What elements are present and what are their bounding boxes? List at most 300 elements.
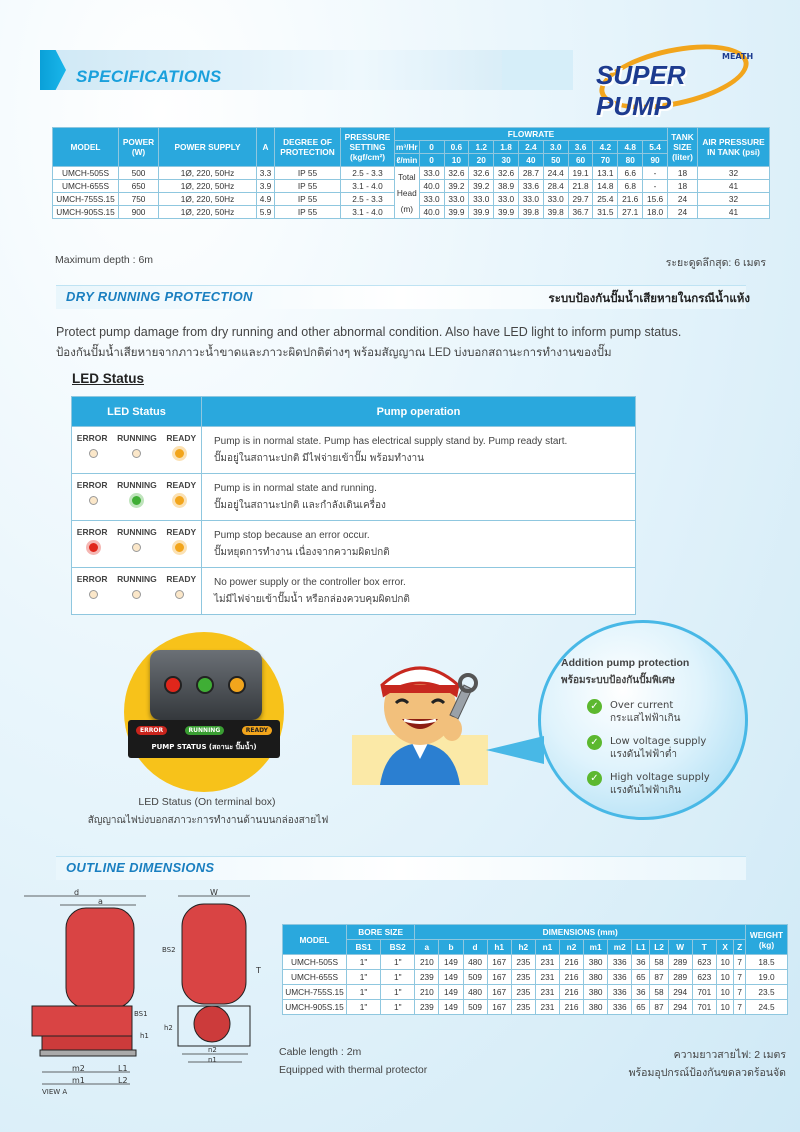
dim-col: L2: [650, 940, 668, 955]
flow-cell: 13.1: [593, 167, 618, 180]
dim-cell: 7: [734, 1000, 746, 1015]
spec-cell-air: 41: [698, 180, 770, 193]
lmin-header: 70: [593, 154, 618, 167]
dim-col-dims: DIMENSIONS (mm): [415, 925, 746, 940]
dim-col: W: [668, 940, 692, 955]
dim-col-model: MODEL: [283, 925, 347, 955]
dim-label-h2: h2: [164, 1024, 173, 1032]
dim-cell: 294: [668, 985, 692, 1000]
pump-side-drawing: [12, 886, 152, 1118]
off-led-icon: [89, 449, 98, 458]
dim-col: a: [415, 940, 439, 955]
green-led-icon: [196, 676, 214, 694]
flow-cell: 32.6: [469, 167, 494, 180]
spec-table: [52, 127, 770, 219]
dim-cell: 149: [439, 1000, 463, 1015]
dim-cell: 65: [632, 970, 650, 985]
spec-cell-supply: 1Ø, 220, 50Hz: [159, 167, 257, 180]
flow-cell: 19.1: [568, 167, 593, 180]
flow-cell: 33.0: [444, 193, 469, 206]
section-title-outline: OUTLINE DIMENSIONS: [66, 860, 215, 875]
flow-cell: 32.6: [444, 167, 469, 180]
dim-row: [283, 970, 788, 985]
dim-label-w: W: [210, 888, 218, 897]
dim-cell: 1": [347, 970, 381, 985]
lmin-header: 90: [643, 154, 668, 167]
spec-cell-power: 900: [119, 206, 159, 219]
max-depth: Maximum depth : 6m: [55, 254, 154, 266]
spec-row: [53, 167, 770, 180]
dim-cell: 623: [692, 955, 716, 970]
dim-cell-model: UMCH-905S.15: [283, 1000, 347, 1015]
green-led-icon: [132, 496, 141, 505]
dim-cell-model: UMCH-655S: [283, 970, 347, 985]
spec-cell-model: UMCH-755S.15: [53, 193, 119, 206]
dim-cell: 235: [511, 955, 535, 970]
logo-text: SUPER PUMP: [596, 60, 686, 121]
m3-header: 2.4: [518, 141, 543, 154]
off-led-icon: [175, 590, 184, 599]
dim-col-weight: WEIGHT (kg): [746, 925, 788, 955]
spec-cell-air: 32: [698, 193, 770, 206]
led-col-operation: Pump operation: [202, 397, 636, 427]
spec-cell-tank: 18: [668, 180, 698, 193]
orange-led-icon: [175, 449, 184, 458]
dim-label-view-a: VIEW A: [42, 1088, 68, 1096]
dim-cell: 7: [734, 985, 746, 1000]
flow-cell: 39.9: [494, 206, 519, 219]
spec-cell-tank: 18: [668, 167, 698, 180]
dim-cell-weight: 23.5: [746, 985, 788, 1000]
dim-label-l2: L2: [118, 1076, 128, 1085]
red-led-icon: [89, 543, 98, 552]
flow-cell: 33.0: [494, 193, 519, 206]
led-label: RUNNING: [117, 574, 157, 584]
lmin-header: 80: [618, 154, 643, 167]
col-flowrate: FLOWRATE: [395, 128, 668, 141]
box-caption-th: สัญญาณไฟบ่งบอกสภาวะการทำงานด้านบนกล่องสายไฟ: [87, 815, 329, 826]
orange-led-icon: [175, 543, 184, 552]
spec-cell-a: 5.9: [257, 206, 275, 219]
dim-cell: 36: [632, 985, 650, 1000]
dry-text-en: Protect pump damage from dry running and other abnormal condition. Also have LED light to inform pump status.: [56, 325, 682, 339]
dim-label-m2: m2: [72, 1064, 85, 1073]
protection-item-en: Over current: [610, 700, 674, 711]
flow-cell: 24.4: [543, 167, 568, 180]
dry-text-th: ป้องกันปั๊มน้ำเสียหายจากภาวะน้ำขาดและภาวะผิดปกติต่างๆ พร้อมสัญญาณ LED บ่งบอกสถานะการทำงานของปั๊ม: [56, 347, 612, 359]
dim-col: m2: [608, 940, 632, 955]
thermal-protector-th: พร้อมอุปกรณ์ป้องกันขดลวดร้อนจัด: [628, 1067, 786, 1079]
dim-cell: 231: [535, 1000, 559, 1015]
lmin-label: ℓ/min: [396, 155, 418, 165]
protection-item: [587, 699, 710, 725]
dim-label-n1: n1: [208, 1056, 217, 1064]
flow-cell: 39.2: [469, 180, 494, 193]
protection-item-en: High voltage supply: [610, 772, 710, 783]
dim-cell: 701: [692, 985, 716, 1000]
spec-cell-a: 4.9: [257, 193, 275, 206]
led-table: [71, 396, 636, 615]
flow-cell: 18.0: [643, 206, 668, 219]
box-status-label: PUMP STATUS (สถานะ ปั๊มน้ำ): [151, 743, 257, 751]
arrow-icon: [40, 50, 66, 90]
spec-cell-air: 32: [698, 167, 770, 180]
lmin-header: 60: [568, 154, 593, 167]
led-row: [72, 521, 636, 568]
box-label-ready: READY: [242, 726, 272, 735]
lmin-header: 20: [469, 154, 494, 167]
led-indicators: [72, 521, 202, 568]
check-icon: ✓: [587, 735, 602, 750]
m3-header: 3.6: [568, 141, 593, 154]
led-label: RUNNING: [117, 527, 157, 537]
spec-cell-power: 750: [119, 193, 159, 206]
dim-cell: 210: [415, 985, 439, 1000]
dim-cell: 7: [734, 955, 746, 970]
m3-header: 0: [419, 141, 444, 154]
led-label: RUNNING: [117, 433, 157, 443]
dim-cell: 480: [463, 985, 487, 1000]
protection-item-th: กระแสไฟฟ้าเกิน: [610, 713, 681, 724]
box-label-error: ERROR: [136, 726, 167, 735]
check-icon: ✓: [587, 771, 602, 786]
dim-cell: 167: [487, 985, 511, 1000]
flow-cell: 39.8: [543, 206, 568, 219]
led-desc-en: Pump is in normal state. Pump has electrical supply stand by. Pump ready start.: [214, 436, 568, 447]
led-label: RUNNING: [117, 480, 157, 490]
dim-cell: 167: [487, 955, 511, 970]
dim-label-d: d: [74, 888, 80, 897]
dim-row: [283, 955, 788, 970]
total-head-label: Total Head (m): [395, 167, 420, 219]
dimension-table: [282, 924, 788, 1015]
led-status-heading: LED Status: [72, 371, 145, 386]
dim-label-l1: L1: [118, 1064, 128, 1073]
orange-led-icon: [228, 676, 246, 694]
section-title-dry-running: DRY RUNNING PROTECTION: [66, 289, 253, 304]
flow-cell: 36.7: [568, 206, 593, 219]
led-description: [202, 521, 636, 568]
super-pump-logo: [588, 42, 758, 121]
off-led-icon: [89, 496, 98, 505]
col-tank: TANK SIZE (liter): [668, 128, 698, 167]
dim-cell: 10: [716, 955, 734, 970]
m3-header: 1.8: [494, 141, 519, 154]
dim-cell: 336: [608, 1000, 632, 1015]
spec-cell-model: UMCH-905S.15: [53, 206, 119, 219]
dim-cell: 336: [608, 955, 632, 970]
spec-cell-a: 3.9: [257, 180, 275, 193]
dim-cell: 235: [511, 970, 535, 985]
dim-cell-model: UMCH-755S.15: [283, 985, 347, 1000]
dim-cell: 1": [381, 985, 415, 1000]
box-label-running: RUNNING: [185, 726, 225, 735]
dim-cell: 480: [463, 955, 487, 970]
dim-cell: 1": [381, 955, 415, 970]
dim-cell: 623: [692, 970, 716, 985]
flow-cell: 39.9: [444, 206, 469, 219]
flow-cell: 33.0: [419, 167, 444, 180]
dim-cell: 294: [668, 1000, 692, 1015]
led-label: ERROR: [76, 480, 108, 490]
off-led-icon: [89, 590, 98, 599]
dim-cell: 36: [632, 955, 650, 970]
dim-cell-model: UMCH-505S: [283, 955, 347, 970]
dim-col: n2: [559, 940, 583, 955]
spec-cell-ip: IP 55: [275, 206, 341, 219]
protection-item-th: แรงดันไฟฟ้าต่ำ: [610, 749, 677, 760]
dim-label-n2: n2: [208, 1046, 217, 1054]
spec-cell-p: 2.5 - 3.3: [341, 193, 395, 206]
flow-cell: 32.6: [494, 167, 519, 180]
dim-cell: 87: [650, 1000, 668, 1015]
flow-cell: 39.8: [518, 206, 543, 219]
led-desc-th: ปั๊มอยู่ในสถานะปกติ และกำลังเดินเครื่อง: [214, 500, 386, 511]
dim-col-bore: BORE SIZE: [347, 925, 415, 940]
dim-col: X: [716, 940, 734, 955]
flow-cell: 33.0: [469, 193, 494, 206]
col-supply: POWER SUPPLY: [159, 128, 257, 167]
red-led-icon: [164, 676, 182, 694]
pump-front-drawing: [160, 886, 272, 1066]
dim-label-a: a: [98, 897, 103, 906]
dim-label-m1: m1: [72, 1076, 85, 1085]
thermal-protector: Equipped with thermal protector: [279, 1064, 428, 1076]
off-led-icon: [132, 543, 141, 552]
dim-cell: 289: [668, 970, 692, 985]
spec-cell-supply: 1Ø, 220, 50Hz: [159, 180, 257, 193]
dim-col: h2: [511, 940, 535, 955]
dim-cell: 87: [650, 970, 668, 985]
dim-col: BS2: [381, 940, 415, 955]
orange-led-icon: [175, 496, 184, 505]
spec-cell-supply: 1Ø, 220, 50Hz: [159, 206, 257, 219]
led-description: [202, 568, 636, 615]
led-col-status: LED Status: [72, 397, 202, 427]
led-desc-en: No power supply or the controller box error.: [214, 577, 406, 588]
led-desc-th: ปั๊มอยู่ในสถานะปกติ มีไฟจ่ายเข้าปั๊ม พร้อมทำงาน: [214, 453, 424, 464]
flow-cell: 27.1: [618, 206, 643, 219]
dim-cell: 7: [734, 970, 746, 985]
led-indicators: [72, 427, 202, 474]
flow-cell: 33.6: [518, 180, 543, 193]
spec-cell-tank: 24: [668, 193, 698, 206]
dim-cell: 167: [487, 1000, 511, 1015]
flow-cell: 25.4: [593, 193, 618, 206]
dim-cell: 1": [347, 1000, 381, 1015]
protection-item-en: Low voltage supply: [610, 736, 707, 747]
spec-cell-supply: 1Ø, 220, 50Hz: [159, 193, 257, 206]
protection-item: [587, 771, 710, 797]
flow-cell: 33.0: [518, 193, 543, 206]
led-description: [202, 427, 636, 474]
spec-cell-power: 650: [119, 180, 159, 193]
m3hr-label: m³/Hr: [396, 142, 418, 152]
dim-cell: 58: [650, 955, 668, 970]
box-caption-en: LED Status (On terminal box): [138, 796, 276, 808]
led-desc-th: ปั๊มหยุดการทำงาน เนื่องจากความผิดปกติ: [214, 547, 390, 558]
lmin-header: 30: [494, 154, 519, 167]
led-label: ERROR: [76, 574, 108, 584]
led-indicators: [72, 568, 202, 615]
dim-cell: 167: [487, 970, 511, 985]
protection-item-th: แรงดันไฟฟ้าเกิน: [610, 785, 682, 796]
m3-header: 1.2: [469, 141, 494, 154]
flow-cell: 6.8: [618, 180, 643, 193]
dim-label-bs2: BS2: [162, 946, 176, 954]
col-a: A: [257, 128, 275, 167]
led-label: READY: [166, 527, 197, 537]
lmin-header: 0: [419, 154, 444, 167]
cable-length-th: ความยาวสายไฟ: 2 เมตร: [673, 1049, 786, 1061]
dim-cell: 216: [559, 985, 583, 1000]
dim-col: Z: [734, 940, 746, 955]
dim-col: L1: [632, 940, 650, 955]
flow-cell: 29.7: [568, 193, 593, 206]
m3-header: 4.8: [618, 141, 643, 154]
section-title-dry-running-th: ระบบป้องกันปั๊มน้ำเสียหายในกรณีน้ำแห้ง: [548, 291, 750, 305]
dim-row: [283, 985, 788, 1000]
led-label: READY: [166, 480, 197, 490]
led-label: READY: [166, 574, 197, 584]
dim-cell: 149: [439, 955, 463, 970]
dim-cell: 1": [381, 970, 415, 985]
dim-cell: 380: [584, 955, 608, 970]
dim-cell: 239: [415, 1000, 439, 1015]
dim-cell: 58: [650, 985, 668, 1000]
lmin-header: 40: [518, 154, 543, 167]
spec-cell-tank: 24: [668, 206, 698, 219]
flow-cell: 28.7: [518, 167, 543, 180]
bubble-title: Addition pump protection: [561, 657, 690, 669]
led-row: [72, 427, 636, 474]
led-row: [72, 568, 636, 615]
dim-col: h1: [487, 940, 511, 955]
dim-cell: 1": [381, 1000, 415, 1015]
dim-cell: 336: [608, 985, 632, 1000]
flow-cell: 21.8: [568, 180, 593, 193]
spec-cell-p: 2.5 - 3.3: [341, 167, 395, 180]
flow-cell: 38.9: [494, 180, 519, 193]
off-led-icon: [132, 449, 141, 458]
flow-cell: 31.5: [593, 206, 618, 219]
flow-cell: 40.0: [419, 206, 444, 219]
flow-cell: 39.2: [444, 180, 469, 193]
lmin-header: 50: [543, 154, 568, 167]
dim-cell: 1": [347, 985, 381, 1000]
spec-cell-p: 3.1 - 4.0: [341, 180, 395, 193]
dim-cell: 231: [535, 955, 559, 970]
flow-cell: 40.0: [419, 180, 444, 193]
dim-label-bs1: BS1: [134, 1010, 148, 1018]
lmin-header: 10: [444, 154, 469, 167]
cable-length: Cable length : 2m: [279, 1046, 362, 1058]
protection-bubble: [538, 620, 748, 820]
dim-cell: 380: [584, 970, 608, 985]
col-power: POWER (W): [119, 128, 159, 167]
dim-cell: 380: [584, 985, 608, 1000]
flow-cell: 33.0: [419, 193, 444, 206]
flow-cell: 21.6: [618, 193, 643, 206]
led-desc-en: Pump is in normal state and running.: [214, 483, 377, 494]
terminal-box-illustration: [124, 632, 284, 792]
dim-cell: 509: [463, 1000, 487, 1015]
section-title-specifications: SPECIFICATIONS: [76, 67, 222, 86]
led-description: [202, 474, 636, 521]
flow-cell: 15.6: [643, 193, 668, 206]
header-block: [502, 50, 573, 90]
flow-cell: 39.9: [469, 206, 494, 219]
led-label: ERROR: [76, 527, 108, 537]
dim-col: n1: [535, 940, 559, 955]
dim-cell: 336: [608, 970, 632, 985]
m3-header: 3.0: [543, 141, 568, 154]
dim-cell: 210: [415, 955, 439, 970]
dim-col: T: [692, 940, 716, 955]
flow-cell: -: [643, 180, 668, 193]
col-model: MODEL: [53, 128, 119, 167]
led-indicators: [72, 474, 202, 521]
spec-cell-model: UMCH-505S: [53, 167, 119, 180]
dim-cell: 216: [559, 955, 583, 970]
spec-cell-model: UMCH-655S: [53, 180, 119, 193]
dim-cell-weight: 19.0: [746, 970, 788, 985]
dim-col: d: [463, 940, 487, 955]
flow-cell: 28.4: [543, 180, 568, 193]
led-label: ERROR: [76, 433, 108, 443]
spec-cell-power: 500: [119, 167, 159, 180]
dim-col: BS1: [347, 940, 381, 955]
m3-header: 4.2: [593, 141, 618, 154]
spec-cell-p: 3.1 - 4.0: [341, 206, 395, 219]
max-depth-th: ระยะดูดลึกสุด: 6 เมตร: [665, 257, 766, 269]
dim-col: m1: [584, 940, 608, 955]
spec-cell-ip: IP 55: [275, 193, 341, 206]
dim-cell: 216: [559, 970, 583, 985]
m3-header: 0.6: [444, 141, 469, 154]
flow-cell: 6.6: [618, 167, 643, 180]
bubble-title-th: พร้อมระบบป้องกันปั๊มพิเศษ: [561, 675, 676, 686]
led-label: READY: [166, 433, 197, 443]
flow-cell: -: [643, 167, 668, 180]
dim-cell: 149: [439, 970, 463, 985]
logo-sub: MEATH: [722, 52, 754, 61]
protection-item: [587, 735, 710, 761]
led-desc-th: ไม่มีไฟจ่ายเข้าปั๊มน้ำ หรือกล่องควบคุมผิดปกติ: [214, 594, 410, 605]
dim-col: b: [439, 940, 463, 955]
dim-cell: 10: [716, 970, 734, 985]
dim-cell: 1": [347, 955, 381, 970]
spec-cell-ip: IP 55: [275, 180, 341, 193]
m3-header: 5.4: [643, 141, 668, 154]
dim-label-t: T: [256, 966, 261, 975]
led-desc-en: Pump stop because an error occur.: [214, 530, 370, 541]
dim-cell: 239: [415, 970, 439, 985]
dim-cell: 235: [511, 985, 535, 1000]
dim-cell: 289: [668, 955, 692, 970]
dim-cell: 509: [463, 970, 487, 985]
col-degree: DEGREE OF PROTECTION: [275, 128, 341, 167]
led-row: [72, 474, 636, 521]
dim-cell: 231: [535, 970, 559, 985]
dim-cell: 235: [511, 1000, 535, 1015]
col-air: AIR PRESSURE IN TANK (psi): [698, 128, 770, 167]
col-pressure: PRESSURE SETTING (kgf/cm²): [341, 128, 395, 167]
dim-cell: 65: [632, 1000, 650, 1015]
dim-cell: 149: [439, 985, 463, 1000]
spec-cell-ip: IP 55: [275, 167, 341, 180]
flow-cell: 14.8: [593, 180, 618, 193]
